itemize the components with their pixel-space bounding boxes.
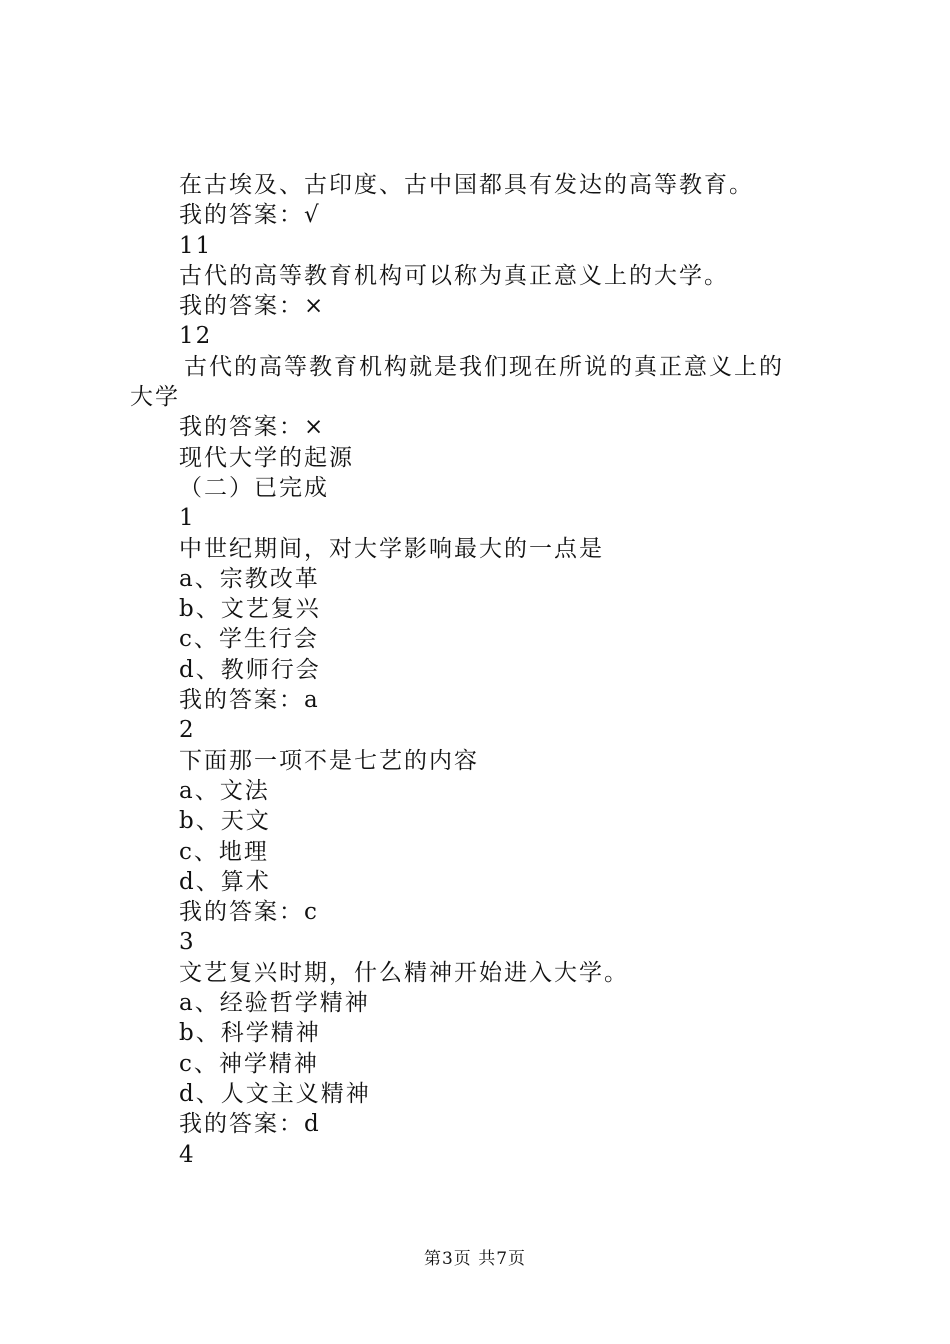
question-text: 下面那一项不是七艺的内容 <box>179 747 479 774</box>
option-d: d、教师行会 <box>179 656 321 683</box>
option-a: a、经验哲学精神 <box>179 990 370 1017</box>
question-text: 古代的高等教育机构就是我们现在所说的真正意义上的大学 <box>130 353 784 411</box>
question-number: 12 <box>179 323 213 350</box>
question-text: 文艺复兴时期，什么精神开始进入大学。 <box>179 959 629 986</box>
question-text: 古代的高等教育机构可以称为真正意义上的大学。 <box>179 262 729 289</box>
page-footer: 第3页 共7页 <box>423 1249 527 1269</box>
document-body <box>0 170 950 1170</box>
answer-line: 我的答案：d <box>179 1111 321 1138</box>
question-number: 4 <box>179 1141 196 1168</box>
answer-line: 我的答案：a <box>179 687 320 714</box>
text-line: 在古埃及、古印度、古中国都具有发达的高等教育。 <box>179 172 754 198</box>
section-status: （二）已完成 <box>179 474 329 501</box>
question-text-wrapped <box>0 352 790 413</box>
option-a: a、文法 <box>179 777 270 804</box>
question-text: 中世纪期间，对大学影响最大的一点是 <box>179 535 604 562</box>
option-c: c、地理 <box>179 838 269 865</box>
question-number: 3 <box>179 929 196 956</box>
option-b: b、科学精神 <box>179 1020 321 1047</box>
question-number: 11 <box>179 232 213 259</box>
answer-line: 我的答案：× <box>179 414 326 441</box>
question-number: 1 <box>179 505 196 532</box>
answer-line: 我的答案：√ <box>179 202 321 229</box>
option-b: b、天文 <box>179 808 271 835</box>
option-c: c、学生行会 <box>179 626 319 653</box>
option-c: c、神学精神 <box>179 1050 319 1077</box>
section-heading: 现代大学的起源 <box>179 444 354 471</box>
answer-line: 我的答案：c <box>179 899 319 926</box>
option-b: b、文艺复兴 <box>179 596 321 623</box>
question-number: 2 <box>179 717 196 744</box>
option-d: d、算术 <box>179 868 271 895</box>
answer-line: 我的答案：× <box>179 293 326 320</box>
option-a: a、宗教改革 <box>179 565 320 592</box>
option-d: d、人文主义精神 <box>179 1080 371 1107</box>
